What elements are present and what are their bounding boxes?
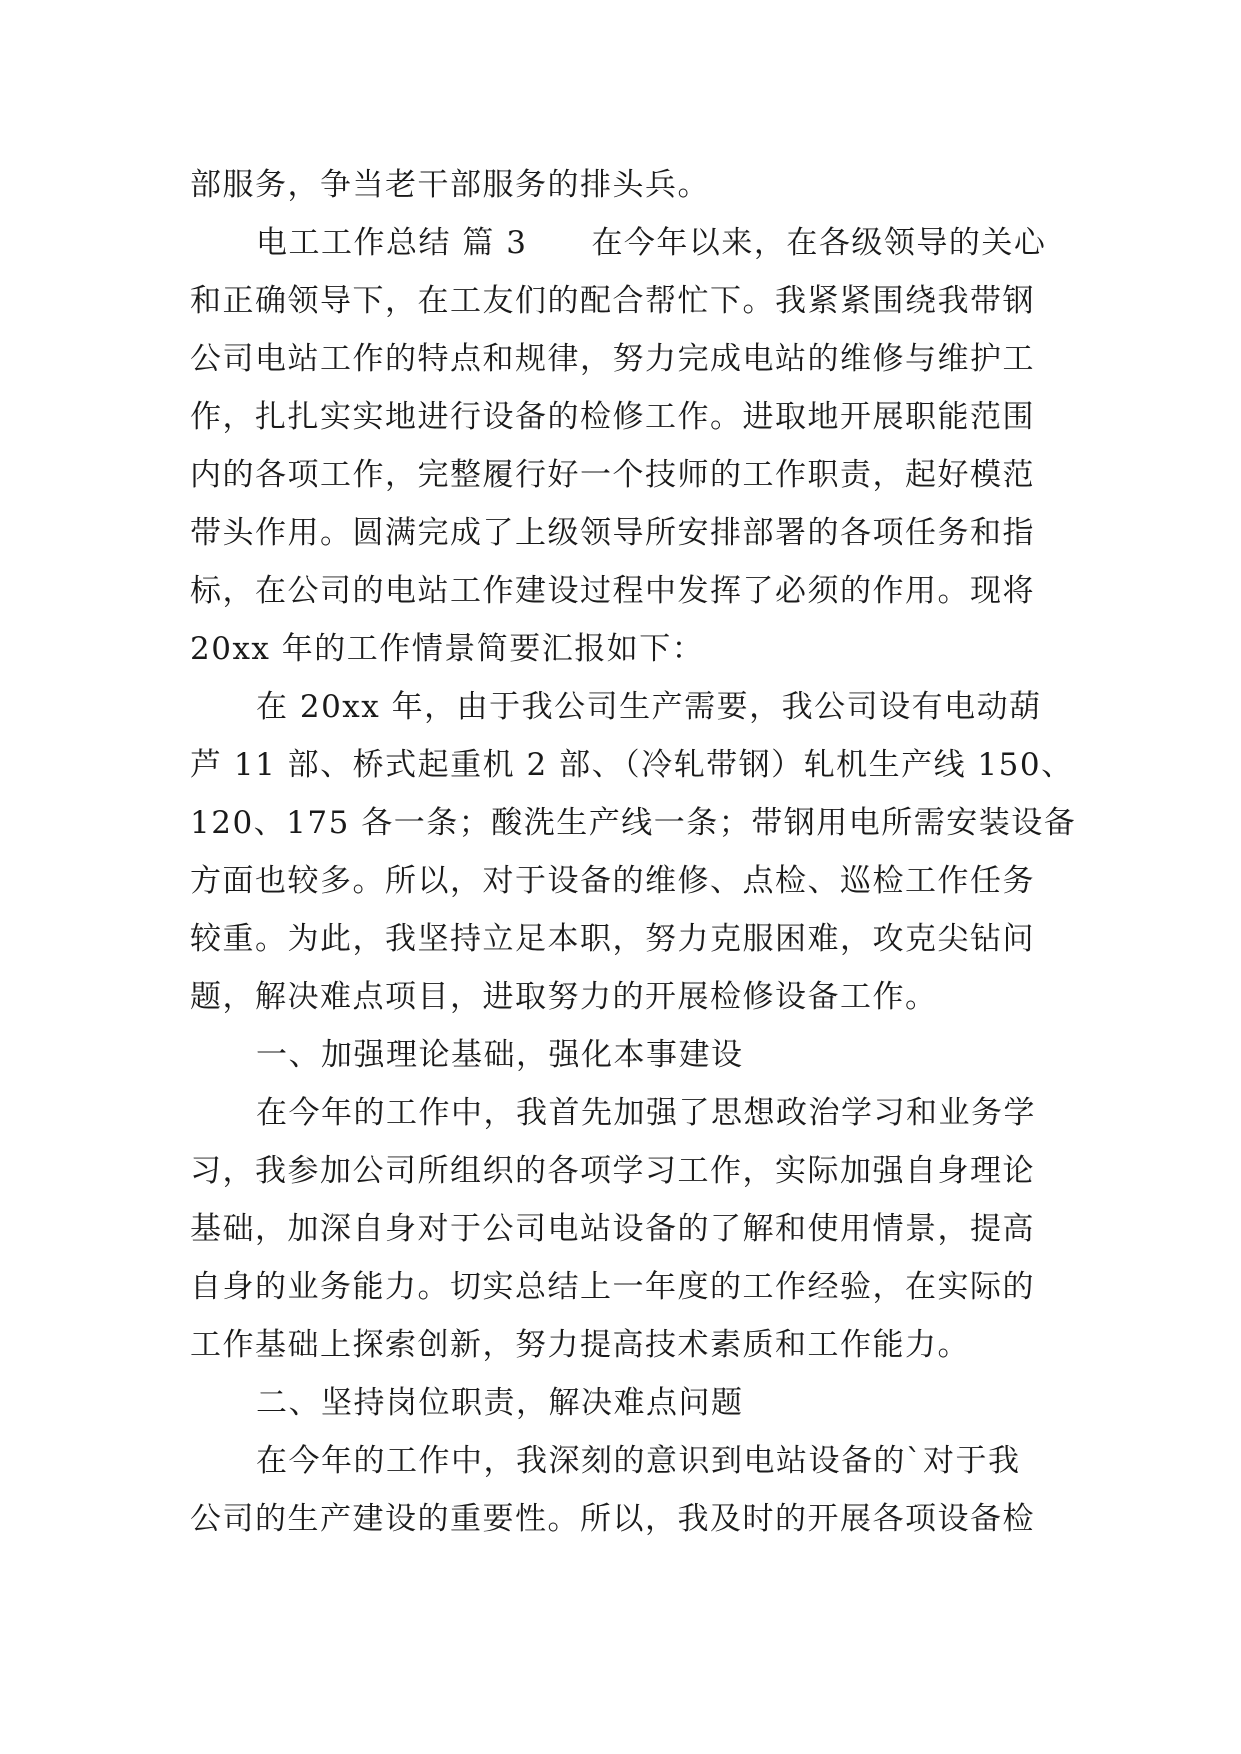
text-line-21: 工作基础上探索创新，努力提高技术素质和工作能力。 (190, 1327, 970, 1363)
text-line-17: 在今年的工作中，我首先加强了思想政治学习和业务学 (256, 1095, 1036, 1131)
text-line-23: 在今年的工作中，我深刻的意识到电站设备的`对于我 (256, 1443, 1021, 1479)
text-line-15: 题，解决难点项目，进取努力的开展检修设备工作。 (190, 979, 938, 1015)
text-line-1: 部服务，争当老干部服务的排头兵。 (190, 167, 710, 203)
text-line-3: 和正确领导下，在工友们的配合帮忙下。我紧紧围绕我带钢 (190, 283, 1035, 319)
text-line-14: 较重。为此，我坚持立足本职，努力克服困难，攻克尖钻问 (190, 921, 1035, 957)
text-line-9: 20xx 年的工作情景简要汇报如下： (190, 631, 705, 667)
text-line-19: 基础，加深自身对于公司电站设备的了解和使用情景，提高 (190, 1211, 1035, 1247)
text-line-24: 公司的生产建设的重要性。所以，我及时的开展各项设备检 (190, 1501, 1035, 1537)
text-line-11: 芦 11 部、桥式起重机 2 部、（冷轧带钢）轧机生产线 150、 (190, 747, 1074, 783)
text-line-10: 在 20xx 年，由于我公司生产需要，我公司设有电动葫 (256, 689, 1042, 725)
text-line-12: 120、175 各一条；酸洗生产线一条；带钢用电所需安装设备 (190, 805, 1077, 841)
text-line-13: 方面也较多。所以，对于设备的维修、点检、巡检工作任务 (190, 863, 1035, 899)
subheading-1: 一、加强理论基础，强化本事建设 (256, 1037, 744, 1073)
text-line-7: 带头作用。圆满完成了上级领导所安排部署的各项任务和指 (190, 515, 1035, 551)
text-line-20: 自身的业务能力。切实总结上一年度的工作经验，在实际的 (190, 1269, 1035, 1305)
subheading-2: 二、坚持岗位职责，解决难点问题 (256, 1385, 744, 1421)
section-heading-line (190, 214, 1050, 272)
document-body (190, 156, 1077, 1548)
paragraph-start: 在今年以来，在各级领导的关心 (591, 225, 1047, 261)
text-line-5: 作，扎扎实实地进行设备的检修工作。进取地开展职能范围 (190, 399, 1035, 435)
text-line-6: 内的各项工作，完整履行好一个技师的工作职责，起好模范 (190, 457, 1035, 493)
section-title: 电工工作总结 篇 3 (256, 225, 528, 261)
text-line-18: 习，我参加公司所组织的各项学习工作，实际加强自身理论 (190, 1153, 1035, 1189)
text-line-4: 公司电站工作的特点和规律，努力完成电站的维修与维护工 (190, 341, 1035, 377)
text-line-8: 标，在公司的电站工作建设过程中发挥了必须的作用。现将 (190, 573, 1035, 609)
